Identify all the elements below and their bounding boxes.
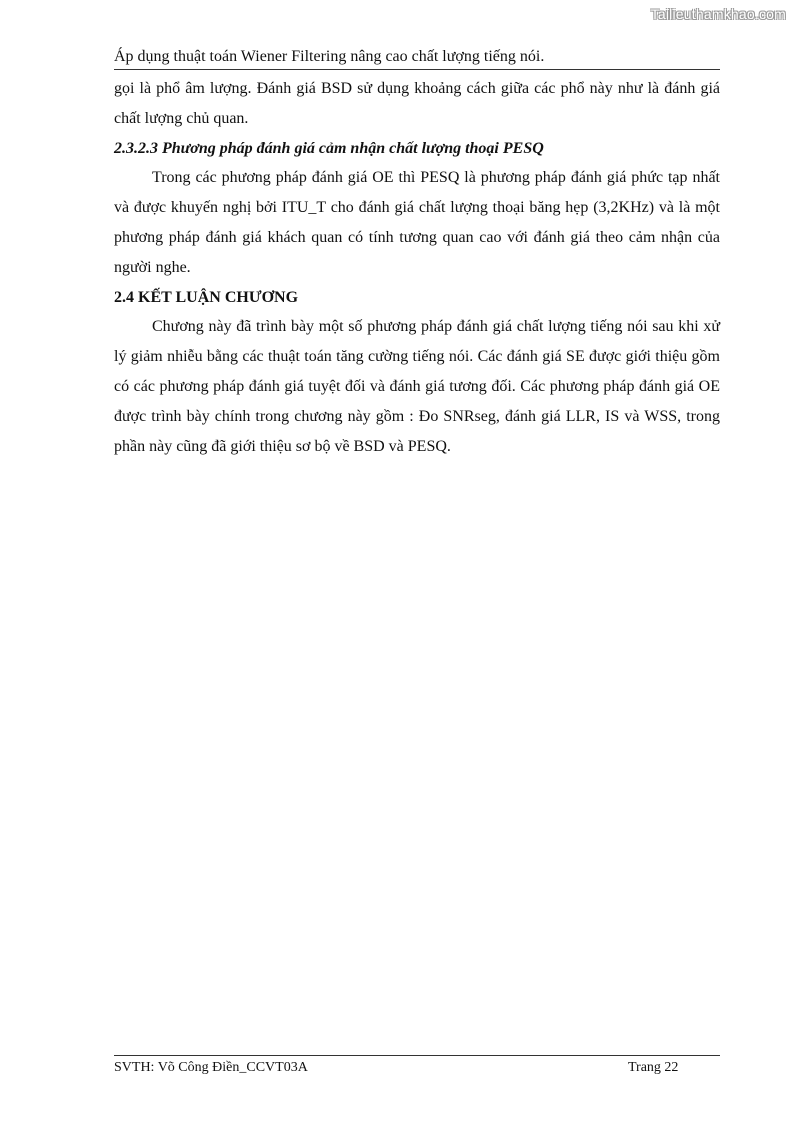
paragraph-conclusion: Chương này đã trình bày một số phương pháp đánh giá chất lượng tiếng nói sau khi xử lý giảm nhiễu bằng các thuật toán tăng cường tiếng nói. Các đánh giá SE được giới thiệu gồm có các phương pháp đánh giá tuyệt đối và đánh giá tương đối. Các phương pháp đánh giá OE được trình bày chính trong chương này gồm : Đo SNRseg, đánh giá LLR, IS và WSS, trong phần này cũng đã giới thiệu sơ bộ về BSD và PESQ. bbox=[114, 318, 720, 455]
footer-divider bbox=[114, 1055, 720, 1056]
running-header: Áp dụng thuật toán Wiener Filtering nâng cao chất lượng tiếng nói. bbox=[114, 46, 720, 70]
subsection-heading: 2.3.2.3 Phương pháp đánh giá cảm nhận chất lượng thoại PESQ bbox=[114, 139, 544, 157]
page-number: Trang 22 bbox=[628, 1060, 679, 1075]
paragraph-pesq: Trong các phương pháp đánh giá OE thì PESQ là phương pháp đánh giá phức tạp nhất và được khuyến nghị bởi ITU_T cho đánh giá chất lượng thoại băng hẹp (3,2KHz) và là một phương pháp đánh giá khách quan có tính tương quan cao với đánh giá theo cảm nhận của người nghe. bbox=[114, 169, 720, 276]
watermark: Tailieuthamkhao.com bbox=[650, 6, 786, 22]
section-heading: 2.4 KẾT LUẬN CHƯƠNG bbox=[114, 288, 299, 306]
footer-author: SVTH: Võ Công Điền_CCVT03A bbox=[114, 1060, 308, 1075]
page-content bbox=[114, 74, 720, 461]
paragraph-continuation: gọi là phổ âm lượng. Đánh giá BSD sử dụng khoảng cách giữa các phổ này như là đánh giá chất lượng chủ quan. bbox=[114, 80, 720, 127]
